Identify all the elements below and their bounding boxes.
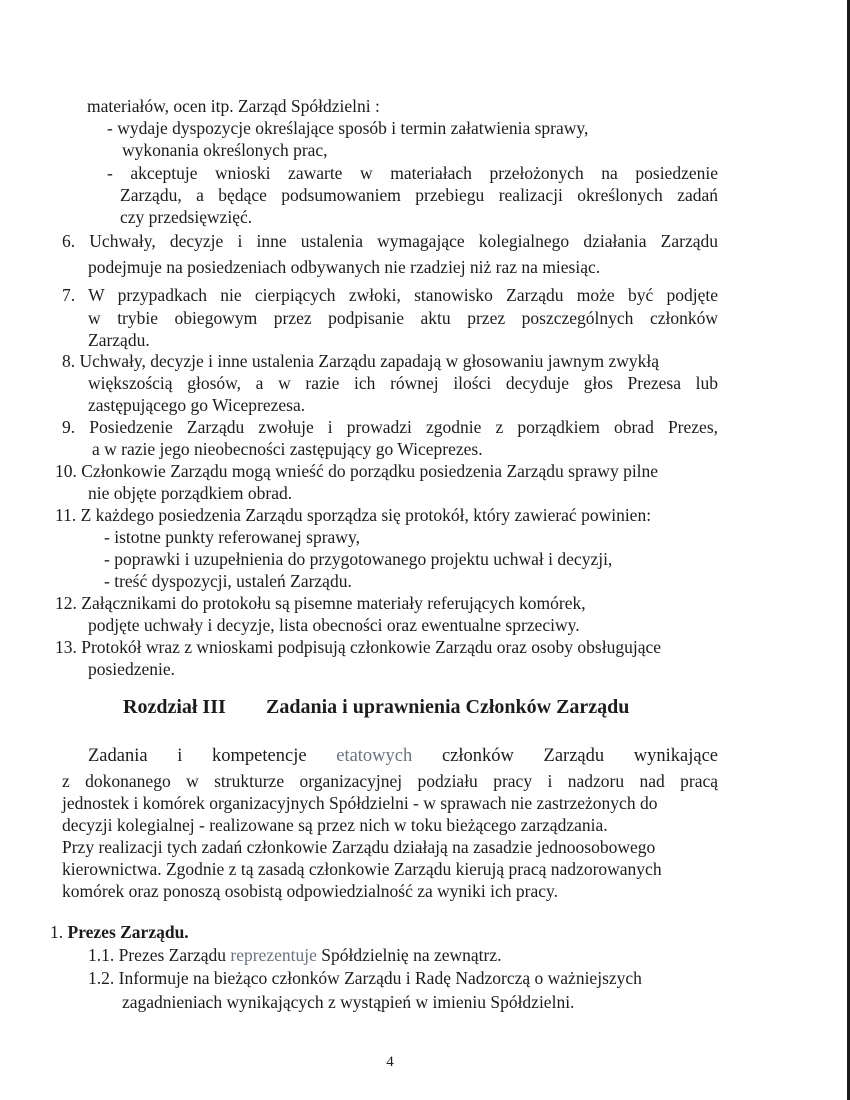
text-line: Zarządu, a będące podsumowaniem przebiegu realizacji określonych zadań [120,185,718,205]
text-line: w trybie obiegowym przez podpisanie aktu przez poszczególnych członków [88,308,718,328]
section-heading: 1. Prezes Zarządu. [50,922,189,942]
text-line: 10. Członkowie Zarządu mogą wnieść do porządku posiedzenia Zarządu sprawy pilne [55,461,659,481]
text-line: wykonania określonych prac, [122,140,328,160]
intro-line: komórek oraz ponoszą osobistą odpowiedzialność za wyniki ich pracy. [62,881,559,901]
intro-line: kierownictwa. Zgodnie z tą zasadą członkowie Zarządu kierują pracą nadzorowanych [62,859,662,879]
text-line: posiedzenie. [88,659,175,679]
intro-line-1: Zadania i kompetencje etatowych członków Zarządu wynikające [88,746,719,766]
text-line: 11. Z każdego posiedzenia Zarządu sporządza się protokół, który zawierać powinien: [55,505,652,525]
text-line: - wydaje dyspozycje określające sposób i termin załatwienia sprawy, [107,118,589,138]
text-line: a w razie jego nieobecności zastępujący go Wiceprezes. [92,439,483,459]
subsection-1-1: 1.1. Prezes Zarządu reprezentuje Spółdzielnię na zewnątrz. [88,945,502,965]
text-line: podejmuje na posiedzeniach odbywanych nie rzadziej niż raz na miesiąc. [88,257,601,277]
chapter-title: Zadania i uprawnienia Członków Zarządu [266,696,630,718]
page-number: 4 [386,1054,394,1070]
text-line: materiałów, ocen itp. Zarząd Spółdzielni : [87,96,380,116]
text-line: - treść dyspozycji, ustaleń Zarządu. [104,571,352,591]
intro-line: decyzji kolegialnej - realizowane są przez nich w toku bieżącego zarządzania. [62,815,608,835]
text-line: większością głosów, a w razie ich równej ilości decyduje głos Prezesa lub [88,373,718,393]
text-line: zastępującego go Wiceprezesa. [88,395,306,415]
intro-line: z dokonanego w strukturze organizacyjnej podziału pracy i nadzoru nad pracą [62,771,718,791]
text-line: 7. W przypadkach nie cierpiących zwłoki, stanowisko Zarządu może być podjęte [62,285,718,305]
intro-line: Przy realizacji tych zadań członkowie Zarządu działają na zasadzie jednoosobowego [62,837,656,857]
text-line: - akceptuje wnioski zawarte w materiałach przełożonych na posiedzenie [107,163,718,183]
text-line: podjęte uchwały i decyzje, lista obecności oraz ewentualne sprzeciwy. [88,615,580,635]
text-line: 13. Protokół wraz z wnioskami podpisują członkowie Zarządu oraz osoby obsługujące [55,637,662,657]
text-line: - poprawki i uzupełnienia do przygotowanego projektu uchwał i decyzji, [104,549,613,569]
text-line: czy przedsięwzięć. [120,207,253,227]
chapter-number: Rozdział III [123,696,226,718]
text-line: - istotne punkty referowanej sprawy, [104,527,360,547]
text-line: 9. Posiedzenie Zarządu zwołuje i prowadzi zgodnie z porządkiem obrad Prezes, [62,417,718,437]
text-line: 8. Uchwały, decyzje i inne ustalenia Zarządu zapadają w głosowaniu jawnym zwykłą [62,351,660,371]
text-line: Zarządu. [88,330,150,350]
section-title: Prezes Zarządu. [67,922,189,942]
text-line: 6. Uchwały, decyzje i inne ustalenia wymagające kolegialnego działania Zarządu [62,231,718,251]
text-line: nie objęte porządkiem obrad. [88,483,293,503]
subsection-1-2-cont: zagadnieniach wynikających z wystąpień w imieniu Spółdzielni. [122,992,575,1012]
text-line: 12. Załącznikami do protokołu są pisemne materiały referujących komórek, [55,593,586,613]
intro-line: jednostek i komórek organizacyjnych Spółdzielni - w sprawach nie zastrzeżonych do [62,793,658,813]
subsection-1-2: 1.2. Informuje na bieżąco członków Zarządu i Radę Nadzorczą o ważniejszych [88,968,642,988]
